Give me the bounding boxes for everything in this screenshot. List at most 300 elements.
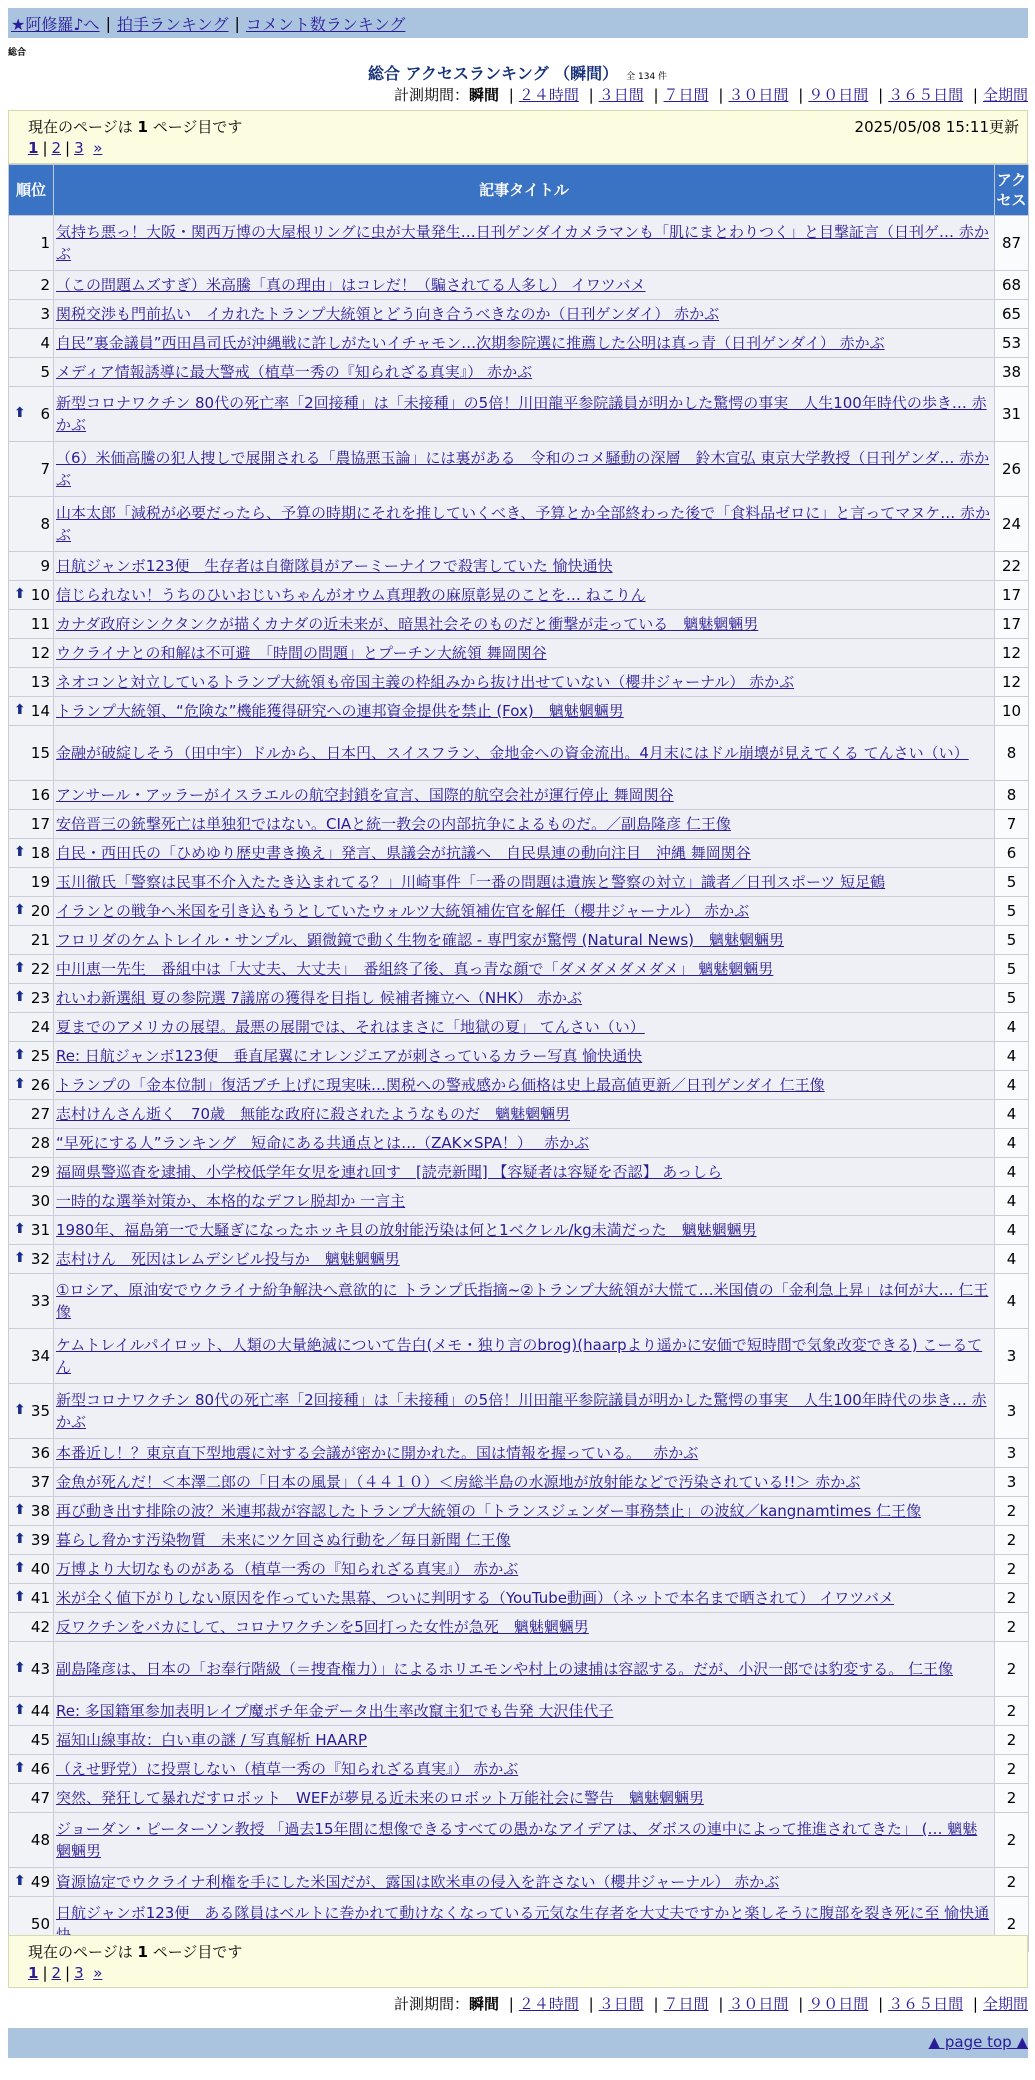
article-title-link[interactable]: 気持ち悪っ！大阪・関西万博の大屋根リングに虫が大量発生…日刊ゲンダイカメラマンも「肌にまとわりつく」と目撃証言（日刊ゲ… 赤かぶ (56, 223, 989, 263)
article-title-link[interactable]: 本番近し！？東京直下型地震に対する会議が密かに開かれた。国は情報を握っている。 赤かぶ (56, 1444, 699, 1462)
article-title-link[interactable]: Re: 日航ジャンボ123便 垂直尾翼にオレンジエアが刺さっているカラー写真 愉快通快 (56, 1047, 643, 1065)
article-title-link[interactable]: 安倍晋三の銃撃死亡は単独犯ではない。CIAと統一教会の内部抗争によるものだ。／副島隆彦 仁王像 (56, 815, 731, 833)
pager-separator: | (42, 1964, 48, 1982)
table-row (9, 955, 1029, 984)
rank-cell (9, 1468, 54, 1497)
article-title-link[interactable]: カナダ政府シンクタンクが描くカナダの近未来が、暗黒社会そのものだと衝撃が走っている 魑魅魍魎男 (56, 615, 759, 633)
article-title-link[interactable]: 再び動き出す排除の波？米連邦裁が容認したトランプ大統領の「トランスジェンダー事務禁止」の波紋／kangnamtimes 仁王像 (56, 1502, 922, 1520)
rank-cell (9, 868, 54, 897)
rank-cell (9, 1497, 54, 1526)
title-cell (54, 926, 995, 955)
pager-next[interactable]: » (93, 139, 103, 157)
table-row (9, 781, 1029, 810)
article-title-link[interactable]: フロリダのケムトレイル・サンプル、顕微鏡で動く生物を確認 - 専門家が驚愕 (Natural News) 魑魅魍魎男 (56, 931, 785, 949)
pager-page-3[interactable]: 3 (74, 1964, 84, 1982)
table-row (9, 897, 1029, 926)
rank-number: 16 (30, 786, 50, 804)
item-count: 全 134 件 (626, 72, 668, 82)
access-count: 2 (995, 1813, 1029, 1868)
article-title-link[interactable]: 関税交渉も門前払い イカれたトランプ大統領とどう向き合うべきなのか（日刊ゲンダイ） 赤かぶ (56, 305, 720, 323)
title-cell (54, 1755, 995, 1784)
rank-number: 2 (40, 276, 50, 294)
table-row (9, 1158, 1029, 1187)
period-365d-link[interactable]: ３６５日間 (888, 1995, 964, 2013)
rank-cell (9, 329, 54, 358)
title-cell (54, 329, 995, 358)
rank-number: 13 (30, 673, 50, 691)
table-header-row (9, 165, 1029, 216)
bottom-bar (8, 2028, 1028, 2058)
access-count: 2 (995, 1497, 1029, 1526)
period-separator: | (508, 86, 514, 104)
rank-cell (9, 955, 54, 984)
title-cell (54, 668, 995, 697)
page-info-prefix: 現在のページは (28, 1943, 133, 1961)
access-count: 24 (995, 497, 1029, 552)
title-cell (54, 581, 995, 610)
rank-cell (9, 1384, 54, 1439)
pager-separator: | (42, 139, 48, 157)
title-cell (54, 1329, 995, 1384)
article-title-link[interactable]: Re: 多国籍軍参加表明レイプ魔ポチ年金データ出生率改竄主犯でも告発 大沢佳代子 (56, 1702, 614, 1720)
rank-cell (9, 300, 54, 329)
article-title-link[interactable]: ネオコンと対立しているトランプ大統領も帝国主義の枠組みから抜け出せていない（櫻井ジャーナル） 赤かぶ (56, 673, 795, 691)
access-count: 10 (995, 697, 1029, 726)
up-arrow-icon: ⬆ (14, 1659, 26, 1676)
article-title-link[interactable]: 信じられない！うちのひいおじいちゃんがオウム真理教の麻原彰晃のことを… ねこりん (56, 586, 646, 604)
table-row (9, 358, 1029, 387)
pager-page-2[interactable]: 2 (51, 139, 62, 157)
table-row (9, 1813, 1029, 1868)
access-count: 38 (995, 358, 1029, 387)
rank-number: 41 (30, 1589, 50, 1607)
title-cell (54, 1584, 995, 1613)
rank-cell (9, 984, 54, 1013)
article-title-link[interactable]: メディア情報誘導に最大警戒（植草一秀の『知られざる真実』） 赤かぶ (56, 363, 533, 381)
rank-column-header: 順位 (9, 165, 54, 216)
period-separator: | (588, 1995, 594, 2013)
title-cell (54, 1868, 995, 1897)
title-cell (54, 1497, 995, 1526)
table-row (9, 216, 1029, 271)
rank-number: 46 (30, 1760, 50, 1778)
pager-page-1[interactable]: 1 (28, 1964, 39, 1982)
title-cell (54, 387, 995, 442)
table-row (9, 442, 1029, 497)
up-arrow-icon: ⬆ (14, 1701, 26, 1718)
title-cell (54, 1129, 995, 1158)
period-7d-link[interactable]: ７日間 (663, 86, 709, 104)
article-title-link[interactable]: 副島隆彦は、日本の「お奉行階級（＝捜査権力）」によるホリエモンや村上の逮捕は容認する。だが、小沢一郎では豹変する。 仁王像 (56, 1660, 953, 1678)
access-count: 4 (995, 1042, 1029, 1071)
period-24h-link[interactable]: ２４時間 (518, 1995, 579, 2013)
rank-number: 29 (30, 1163, 50, 1181)
access-column-header: アクセス (995, 165, 1029, 216)
period-selector-top (394, 84, 1028, 105)
pager-separator: | (65, 139, 71, 157)
article-title-link[interactable]: 日航ジャンボ123便 ある隊員はベルトに巻かれて動けなくなっている元気な生存者を大丈夫ですかと楽しそうに腹部を裂き死に至 愉快通 (56, 1904, 990, 1922)
period-365d-link[interactable]: ３６５日間 (888, 86, 964, 104)
updated-timestamp: 2025/05/08 15:11更新 (854, 118, 1019, 136)
period-label: 計測期間： (393, 86, 469, 104)
article-title-link[interactable]: 夏までのアメリカの展望。最悪の展開では、それはまさに「地獄の夏」 てんさい（い） (56, 1018, 645, 1036)
title-cell (54, 1042, 995, 1071)
page-info-text (28, 1941, 242, 1962)
table-row (9, 497, 1029, 552)
access-count: 3 (995, 1468, 1029, 1497)
rank-number: 6 (40, 405, 50, 423)
table-row (9, 271, 1029, 300)
title-cell (54, 1813, 995, 1868)
title-cell (54, 497, 995, 552)
title-cell (54, 810, 995, 839)
period-label: 計測期間： (393, 1995, 469, 2013)
rank-cell (9, 668, 54, 697)
rank-cell (9, 552, 54, 581)
rank-cell (9, 387, 54, 442)
period-separator: | (878, 86, 884, 104)
title-cell (54, 442, 995, 497)
rank-cell (9, 358, 54, 387)
article-title-link[interactable]: 突然、発狂して暴れだすロボット WEFが夢見る近未来のロボット万能社会に警告 魑魅魍魎男 (56, 1789, 704, 1807)
rank-number: 42 (30, 1618, 50, 1636)
rank-cell (9, 1868, 54, 1897)
clap-ranking-link[interactable]: 拍手ランキング (116, 14, 229, 34)
rank-number: 18 (30, 844, 50, 862)
access-count: 2 (995, 1555, 1029, 1584)
rank-cell (9, 781, 54, 810)
access-count: 5 (995, 955, 1029, 984)
page-top-link[interactable]: ▲ page top ▲ (928, 2033, 1028, 2051)
article-title-link[interactable]: （6）米価高騰の犯人捜しで展開される「農協悪玉論」には裏がある 令和のコメ騒動の深層 鈴木宣弘 東京大学教授（日刊ゲンダ… 赤かぶ (56, 449, 990, 489)
article-title-link[interactable]: 玉川徹氏「警察は民事不介入たたき込まれてる？」川崎事件「一番の問題は遺族と警察の対立」識者／日刊スポーツ 短足鶴 (56, 873, 886, 891)
up-arrow-icon: ⬆ (14, 1075, 26, 1092)
title-cell (54, 697, 995, 726)
up-arrow-icon: ⬆ (14, 404, 26, 421)
title-cell (54, 1468, 995, 1497)
table-row (9, 329, 1029, 358)
title-cell (54, 1526, 995, 1555)
rank-cell (9, 1697, 54, 1726)
period-30d-link[interactable]: ３０日間 (728, 1995, 789, 2013)
article-title-link[interactable]: ①ロシア、原油安でウクライナ紛争解決へ意欲的に トランプ氏指摘~②トランプ大統領が大慌て…米国債の「金利急上昇」は何が大… 仁王像 (56, 1281, 989, 1321)
up-arrow-icon: ⬆ (14, 1759, 26, 1776)
access-count: 4 (995, 1216, 1029, 1245)
access-count: 8 (995, 726, 1029, 781)
rank-number: 25 (30, 1047, 50, 1065)
article-title-link[interactable]: 福岡県警巡査を逮捕、小学校低学年女児を連れ回す [読売新聞] 【容疑者は容疑を否認】 あっしら (56, 1163, 723, 1181)
rank-number: 32 (30, 1250, 50, 1268)
table-row (9, 1613, 1029, 1642)
title-cell (54, 1439, 995, 1468)
current-page-number: 1 (137, 1943, 148, 1961)
period-3d-link[interactable]: ３日間 (598, 86, 644, 104)
table-row (9, 610, 1029, 639)
access-count: 68 (995, 271, 1029, 300)
rank-number: 38 (30, 1502, 50, 1520)
rank-cell (9, 1642, 54, 1697)
access-count: 65 (995, 300, 1029, 329)
pager-page-3[interactable]: 3 (74, 139, 84, 157)
access-count: 17 (995, 581, 1029, 610)
rank-cell (9, 1726, 54, 1755)
title-cell (54, 1245, 995, 1274)
access-count: 4 (995, 1274, 1029, 1329)
article-title-link[interactable]: ウクライナとの和解は不可避 「時間の問題」とプーチン大統領 舞岡関谷 (56, 644, 547, 662)
current-page-number: 1 (137, 118, 148, 136)
rank-cell (9, 581, 54, 610)
rank-number: 27 (30, 1105, 50, 1123)
rank-cell (9, 216, 54, 271)
period-separator: | (972, 86, 978, 104)
article-title-link[interactable]: 米が全く値下がりしない原因を作っていた黒幕、ついに判明する（YouTube動画）（ネットで本名まで晒されて） イワツバメ (56, 1589, 894, 1607)
article-title-link[interactable]: 自民・西田氏の「ひめゆり歴史書き換え」発言、県議会が抗議へ 自民県連の動向注目 沖縄 舞岡関谷 (56, 844, 751, 862)
ranking-table-body (9, 216, 1029, 1952)
rank-cell (9, 1042, 54, 1071)
article-title-link[interactable]: イランとの戦争へ米国を引き込もうとしていたウォルツ大統領補佐官を解任（櫻井ジャーナル） 赤かぶ (56, 902, 750, 920)
rank-cell (9, 926, 54, 955)
article-title-link[interactable]: 暮らし脅かす汚染物質 未来にツケ回さぬ行動を／毎日新聞 仁王像 (56, 1531, 511, 1549)
rank-number: 23 (30, 989, 50, 1007)
rank-cell (9, 1584, 54, 1613)
period-all-link[interactable]: 全期間 (982, 1995, 1028, 2013)
article-title-link[interactable]: 金魚が死んだ！＜本澤二郎の「日本の風景」（４４１０）＜房総半島の水源地が放射能などで汚染されている!!＞ 赤かぶ (56, 1473, 861, 1491)
pager-top (28, 139, 102, 157)
period-separator: | (718, 1995, 724, 2013)
period-30d-link[interactable]: ３０日間 (728, 86, 789, 104)
title-cell (54, 1784, 995, 1813)
access-count: 3 (995, 1439, 1029, 1468)
rank-cell (9, 1555, 54, 1584)
rank-number: 9 (40, 557, 50, 575)
period-separator: | (972, 1995, 978, 2013)
top-nav-bar (8, 8, 1028, 38)
rank-cell (9, 271, 54, 300)
table-row (9, 984, 1029, 1013)
rank-cell (9, 1526, 54, 1555)
rank-number: 40 (30, 1560, 50, 1578)
article-title-link[interactable]: （えせ野党）に投票しない（植草一秀の『知られざる真実』） 赤かぶ (56, 1760, 519, 1778)
rank-cell (9, 1274, 54, 1329)
article-title-link[interactable]: 山本太郎「減税が必要だったら、予算の時期にそれを推していくべき、予算とか全部終わった後で「食料品ゼロに」と言ってマヌケ… 赤かぶ (56, 504, 991, 544)
rank-number: 44 (30, 1702, 50, 1720)
access-count: 2 (995, 1526, 1029, 1555)
article-title-link[interactable]: ケムトレイルパイロット、人類の大量絶滅について告白(メモ・独り言のbrog)(haarpより遥かに安価で短時間で気象改変できる) こーるてん (56, 1336, 983, 1376)
up-arrow-icon: ⬆ (14, 959, 26, 976)
rank-cell (9, 1158, 54, 1187)
table-row (9, 1755, 1029, 1784)
title-cell (54, 726, 995, 781)
period-separator: | (653, 1995, 659, 2013)
article-title-link[interactable]: 新型コロナワクチン 80代の死亡率「2回接種」は「未接種」の5倍！川田龍平参院議員が明かした驚愕の事実 人生100年時代の歩き… 赤かぶ (56, 1391, 987, 1431)
article-title-link[interactable]: 資源協定でウクライナ利権を手にした米国だが、露国は欧米車の侵入を許さない（櫻井ジャーナル） 赤かぶ (56, 1873, 780, 1891)
article-title-link[interactable]: 1980年、福島第一で大騒ぎになったホッキ貝の放射能汚染は何と1ベクレル/kg未満だった 魑魅魍魎男 (56, 1221, 757, 1239)
rank-cell (9, 1755, 54, 1784)
rank-cell (9, 1813, 54, 1868)
period-separator: | (508, 1995, 514, 2013)
access-count: 2 (995, 1868, 1029, 1897)
access-count: 12 (995, 668, 1029, 697)
article-title-link[interactable]: （この問題ムズすぎ）米高騰「真の理由」はコレだ！（騙されてる人多し） イワツバメ (56, 276, 646, 294)
article-title-link[interactable]: 金融が破綻しそう（田中宇）ドルから、日本円、スイスフラン、金地金への資金流出。4月末にはドル崩壊が見えてくる てんさい（い） (56, 744, 969, 762)
period-3d-link[interactable]: ３日間 (598, 1995, 644, 2013)
title-cell (54, 839, 995, 868)
up-arrow-icon: ⬆ (14, 701, 26, 718)
article-title-link[interactable]: 中川恵一先生 番組中は「大丈夫、大丈夫」 番組終了後、真っ青な顔で「ダメダメダメダメ」 魑魅魍魎男 (56, 960, 774, 978)
home-link[interactable]: ★阿修羅♪へ (11, 14, 100, 34)
period-separator: | (588, 86, 594, 104)
table-row (9, 1013, 1029, 1042)
access-count: 22 (995, 552, 1029, 581)
up-arrow-icon: ⬆ (14, 988, 26, 1005)
rank-cell (9, 1129, 54, 1158)
page-title: 総合 アクセスランキング （瞬間） (367, 64, 619, 83)
title-cell (54, 984, 995, 1013)
article-title-link[interactable]: 反ワクチンをバカにして、コロナワクチンを5回打った女性が急死 魑魅魍魎男 (56, 1618, 589, 1636)
article-title-link[interactable]: 一時的な選挙対策か、本格的なデフレ脱却か 一言主 (56, 1192, 406, 1210)
title-cell (54, 897, 995, 926)
title-cell (54, 1187, 995, 1216)
title-cell (54, 1100, 995, 1129)
table-row (9, 1526, 1029, 1555)
period-90d-link[interactable]: ９０日間 (808, 1995, 869, 2013)
page-info-prefix: 現在のページは (28, 118, 133, 136)
table-row (9, 1868, 1029, 1897)
period-separator: | (798, 86, 804, 104)
access-count: 5 (995, 926, 1029, 955)
rank-cell (9, 442, 54, 497)
rank-cell (9, 1439, 54, 1468)
page-info-suffix: ページ目です (152, 118, 243, 136)
table-row (9, 1439, 1029, 1468)
rank-cell (9, 1216, 54, 1245)
table-row (9, 1129, 1029, 1158)
period-90d-link[interactable]: ９０日間 (808, 86, 869, 104)
rank-number: 22 (30, 960, 50, 978)
rank-number: 11 (30, 615, 50, 633)
access-count: 3 (995, 1384, 1029, 1439)
ranking-table (8, 164, 1029, 1952)
rank-cell (9, 497, 54, 552)
article-title-link[interactable]: 志村けんさん逝く 70歳 無能な政府に殺されたようなものだ 魑魅魍魎男 (56, 1105, 571, 1123)
access-count: 2 (995, 1642, 1029, 1697)
table-row (9, 1642, 1029, 1697)
period-all-link[interactable]: 全期間 (982, 86, 1028, 104)
page-info-top (8, 110, 1028, 164)
pager-page-1[interactable]: 1 (28, 139, 39, 157)
article-title-link[interactable]: 新型コロナワクチン 80代の死亡率「2回接種」は「未接種」の5倍！川田龍平参院議員が明かした驚愕の事実 人生100年時代の歩き… 赤かぶ (56, 394, 987, 434)
up-arrow-icon: ⬆ (14, 1530, 26, 1547)
table-row (9, 1726, 1029, 1755)
article-title-link[interactable]: 万博より大切なものがある（植草一秀の『知られざる真実』） 赤かぶ (56, 1560, 519, 1578)
rank-number: 26 (30, 1076, 50, 1094)
article-title-link[interactable]: トランプの「金本位制」復活ブチ上げに現実味…関税への警戒感から価格は史上最高値更新／日刊ゲンダイ 仁王像 (56, 1076, 825, 1094)
title-cell (54, 610, 995, 639)
table-row (9, 1274, 1029, 1329)
table-row (9, 639, 1029, 668)
comment-ranking-link[interactable]: コメント数ランキング (245, 14, 406, 34)
article-title-link[interactable]: アンサール・アッラーがイスラエルの航空封鎖を宣言、国際的航空会社が運行停止 舞岡関谷 (56, 786, 674, 804)
rank-cell (9, 1100, 54, 1129)
rank-number: 5 (40, 363, 50, 381)
access-count: 2 (995, 1784, 1029, 1813)
pager-separator: | (65, 1964, 71, 1982)
article-title-link[interactable]: “早死にする人”ランキング 短命にある共通点とは…（ZAK×SPA！） 赤かぶ (56, 1134, 590, 1152)
rank-number: 47 (30, 1789, 50, 1807)
access-count: 5 (995, 984, 1029, 1013)
table-row (9, 1329, 1029, 1384)
access-count: 4 (995, 1129, 1029, 1158)
access-count: 4 (995, 1158, 1029, 1187)
access-count: 5 (995, 897, 1029, 926)
rank-cell (9, 1013, 54, 1042)
up-arrow-icon: ⬆ (14, 1249, 26, 1266)
title-column-header: 記事タイトル (54, 165, 995, 216)
rank-cell (9, 1245, 54, 1274)
up-arrow-icon: ⬆ (14, 901, 26, 918)
access-count: 12 (995, 639, 1029, 668)
rank-number: 43 (30, 1660, 50, 1678)
article-title-link[interactable]: れいわ新選組 夏の参院選 7議席の獲得を目指し 候補者擁立へ（NHK） 赤かぶ (56, 989, 582, 1007)
up-arrow-icon: ⬆ (14, 1588, 26, 1605)
access-count: 2 (995, 1613, 1029, 1642)
rank-number: 3 (40, 305, 50, 323)
rank-cell (9, 726, 54, 781)
access-count: 26 (995, 442, 1029, 497)
rank-number: 1 (40, 234, 50, 252)
up-arrow-icon: ⬆ (14, 1046, 26, 1063)
period-7d-link[interactable]: ７日間 (663, 1995, 709, 2013)
rank-number: 35 (30, 1402, 50, 1420)
article-title-link[interactable]: 日航ジャンボ123便 生存者は自衛隊員がアーミーナイフで殺害していた 愉快通快 (56, 557, 613, 575)
nav-separator: | (234, 13, 240, 33)
pager-page-2[interactable]: 2 (51, 1964, 62, 1982)
rank-cell (9, 697, 54, 726)
up-arrow-icon: ⬆ (14, 1559, 26, 1576)
rank-cell (9, 839, 54, 868)
article-title-link[interactable]: トランプ大統領、“危険な”機能獲得研究への連邦資金提供を禁止 (Fox) 魑魅魍魎男 (56, 702, 624, 720)
rank-number: 39 (30, 1531, 50, 1549)
pager-bottom (28, 1964, 102, 1982)
table-row (9, 1216, 1029, 1245)
article-title-link[interactable]: 福知山線事故：白い車の謎 / 写真解析 HAARP (56, 1731, 368, 1749)
table-row (9, 1497, 1029, 1526)
period-selector-bottom (394, 1993, 1028, 2014)
title-cell (54, 1158, 995, 1187)
rank-number: 24 (30, 1018, 50, 1036)
access-count: 2 (995, 1755, 1029, 1784)
article-title-link[interactable]: 自民”裏金議員”西田昌司氏が沖縄戦に許しがたいイチャモン…次期参院選に推薦した公明は真っ青（日刊ゲンダイ） 赤かぶ (56, 334, 885, 352)
table-row (9, 1042, 1029, 1071)
access-count: 53 (995, 329, 1029, 358)
title-cell (54, 552, 995, 581)
article-title-link[interactable]: 志村けん 死因はレムデシビル投与か 魑魅魍魎男 (56, 1250, 400, 1268)
page-info-bottom (8, 1935, 1028, 1988)
title-cell (54, 358, 995, 387)
period-24h-link[interactable]: ２４時間 (518, 86, 579, 104)
title-cell (54, 1013, 995, 1042)
table-row (9, 926, 1029, 955)
pager-next[interactable]: » (93, 1964, 103, 1982)
article-title-link[interactable]: ジョーダン・ピーターソン教授 「過去15年間に想像できるすべての愚かなアイデアは、ダボスの連中によって推進されてきた」 (… 魑魅魍魎男 (56, 1820, 978, 1860)
rank-number: 7 (40, 460, 50, 478)
title-cell (54, 1613, 995, 1642)
rank-number: 28 (30, 1134, 50, 1152)
rank-number: 15 (30, 744, 50, 762)
rank-cell (9, 810, 54, 839)
period-separator: | (653, 86, 659, 104)
title-cell (54, 1071, 995, 1100)
